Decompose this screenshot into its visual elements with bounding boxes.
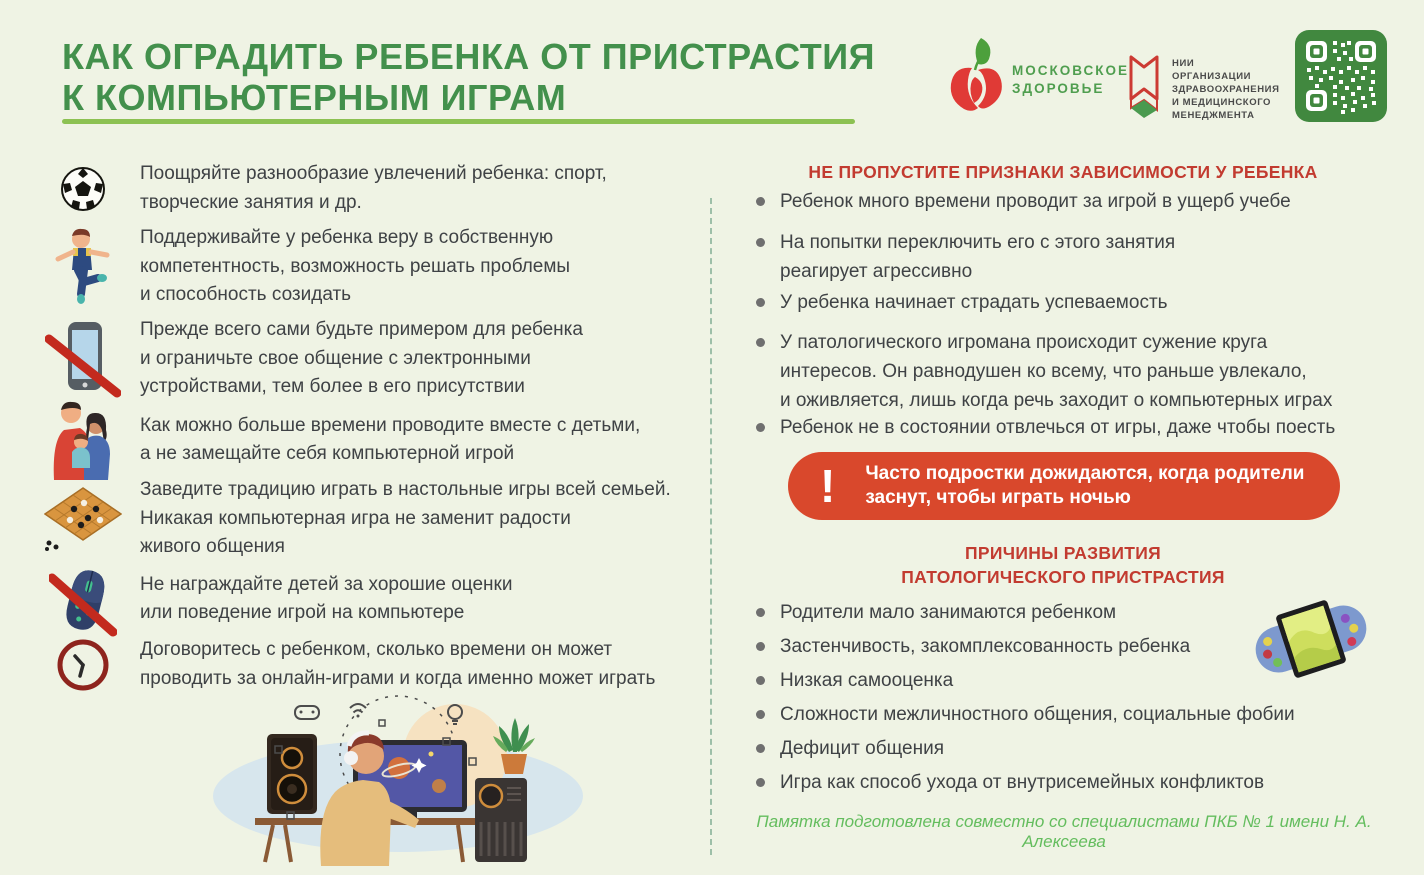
- tip-item: [44, 558, 512, 640]
- soccer-ball-icon: [44, 166, 122, 212]
- warning-callout: [788, 452, 1340, 520]
- bullet-dot-icon: [756, 608, 765, 617]
- sign-item: [756, 413, 1335, 442]
- tip-item: [44, 224, 570, 310]
- nii-logo: [1124, 52, 1280, 127]
- cause-text: Сложности межличностного общения, социальные фобии: [780, 704, 1295, 725]
- sign-text: У патологического игромана происходит сужение круга интересов. Он равнодушен ко всему, что раньше увлекало, и оживляется, лишь когда речь заходит о компьютерных играх: [780, 332, 1333, 411]
- sign-text: Ребенок не в состоянии отвлечься от игры, даже чтобы поесть: [780, 417, 1336, 438]
- tip-item: [44, 160, 607, 217]
- cause-item: [756, 598, 1116, 627]
- title-underline: [62, 119, 855, 124]
- cause-text: Игра как способ ухода от внутрисемейных конфликтов: [780, 772, 1265, 793]
- bullet-dot-icon: [756, 338, 765, 347]
- boy-at-computer-illustration: [203, 694, 593, 871]
- cause-item: [756, 768, 1264, 797]
- handheld-game-console-illustration: [1248, 590, 1374, 693]
- cause-text: Родители мало занимаются ребенком: [780, 602, 1117, 623]
- tip-text: Как можно больше времени проводите вместе с детьми, а не замещайте себя компьютерной игрой: [140, 414, 641, 464]
- cause-item: [756, 666, 953, 695]
- no-smartphone-icon: [44, 317, 122, 401]
- cause-text: Дефицит общения: [780, 738, 944, 759]
- tip-text: Поощряйте разнообразие увлечений ребенка: спорт, творческие занятия и др.: [140, 163, 607, 213]
- open-book-logo-icon: [1124, 52, 1164, 127]
- sign-item: [756, 228, 1175, 286]
- bullet-dot-icon: [756, 642, 765, 651]
- exclamation-icon: !: [820, 460, 836, 512]
- qr-code-icon: [1295, 30, 1387, 122]
- bullet-dot-icon: [756, 744, 765, 753]
- cause-item: [756, 700, 1295, 729]
- tip-text: Заведите традицию играть в настольные игры всей семьей. Никакая компьютерная игра не заменит радости живого общения: [140, 479, 671, 557]
- page-title: КАК ОГРАДИТЬ РЕБЕНКА ОТ ПРИСТРАСТИЯ К КОМПЬЮТЕРНЫМ ИГРАМ: [62, 36, 875, 118]
- bullet-dot-icon: [756, 423, 765, 432]
- tip-text: Не награждайте детей за хорошие оценки или поведение игрой на компьютере: [140, 573, 513, 623]
- jumping-child-icon: [44, 226, 122, 308]
- tip-text: Прежде всего сами будьте примером для ребенка и ограничьте свое общение с электронными устройствами, тем более в его присутствии: [140, 319, 583, 397]
- family-icon: [44, 400, 122, 480]
- bullet-dot-icon: [756, 298, 765, 307]
- no-gaming-mouse-icon: [44, 558, 122, 640]
- sign-item: [756, 288, 1168, 317]
- nii-logo-text: НИИ ОРГАНИЗАЦИИ ЗДРАВООХРАНЕНИЯ И МЕДИЦИНСКОГО МЕНЕДЖМЕНТА: [1172, 58, 1280, 121]
- bullet-dot-icon: [756, 778, 765, 787]
- tip-item: [44, 400, 640, 480]
- sign-text: На попытки переключить его с этого занятия реагирует агрессивно: [780, 232, 1176, 282]
- cause-text: Низкая самооценка: [780, 670, 954, 691]
- tip-item: [44, 636, 655, 693]
- tip-text: Договоритесь с ребенком, сколько времени он может проводить за онлайн-играми и когда именно может играть: [140, 639, 656, 689]
- cause-item: [756, 734, 944, 763]
- sign-text: Ребенок много времени проводит за игрой в ущерб учебе: [780, 191, 1291, 212]
- board-game-icon: [44, 487, 122, 551]
- tip-item: [44, 316, 583, 402]
- bullet-dot-icon: [756, 238, 765, 247]
- column-divider: [710, 198, 712, 855]
- sign-item: [756, 187, 1291, 216]
- sign-text: У ребенка начинает страдать успеваемость: [780, 292, 1168, 313]
- moscow-health-logo-text: МОСКОВСКОЕ ЗДОРОВЬЕ: [1012, 62, 1129, 96]
- tip-item: [44, 476, 671, 562]
- apple-leaf-logo-icon: [948, 36, 1004, 123]
- clock-icon: [44, 637, 122, 693]
- cause-text: Застенчивость, закомплексованность ребенка: [780, 636, 1191, 657]
- warning-text: Часто подростки дожидаются, когда родители заснут, чтобы играть ночью: [865, 463, 1305, 508]
- causes-heading: ПРИЧИНЫ РАЗВИТИЯ ПАТОЛОГИЧЕСКОГО ПРИСТРАСТИЯ: [901, 543, 1225, 587]
- tip-text: Поддерживайте у ребенка веру в собственную компетентность, возможность решать проблемы и способность созидать: [140, 227, 571, 305]
- bullet-dot-icon: [756, 710, 765, 719]
- sign-item: [756, 328, 1332, 415]
- cause-item: [756, 632, 1190, 661]
- bullet-dot-icon: [756, 676, 765, 685]
- moscow-health-logo: [948, 36, 1129, 123]
- signs-heading: НЕ ПРОПУСТИТЕ ПРИЗНАКИ ЗАВИСИМОСТИ У РЕБЕНКА: [808, 162, 1318, 182]
- footer-note: Памятка подготовлена совместно со специалистами ПКБ № 1 имени Н. А. Алексеева: [756, 812, 1372, 851]
- bullet-dot-icon: [756, 197, 765, 206]
